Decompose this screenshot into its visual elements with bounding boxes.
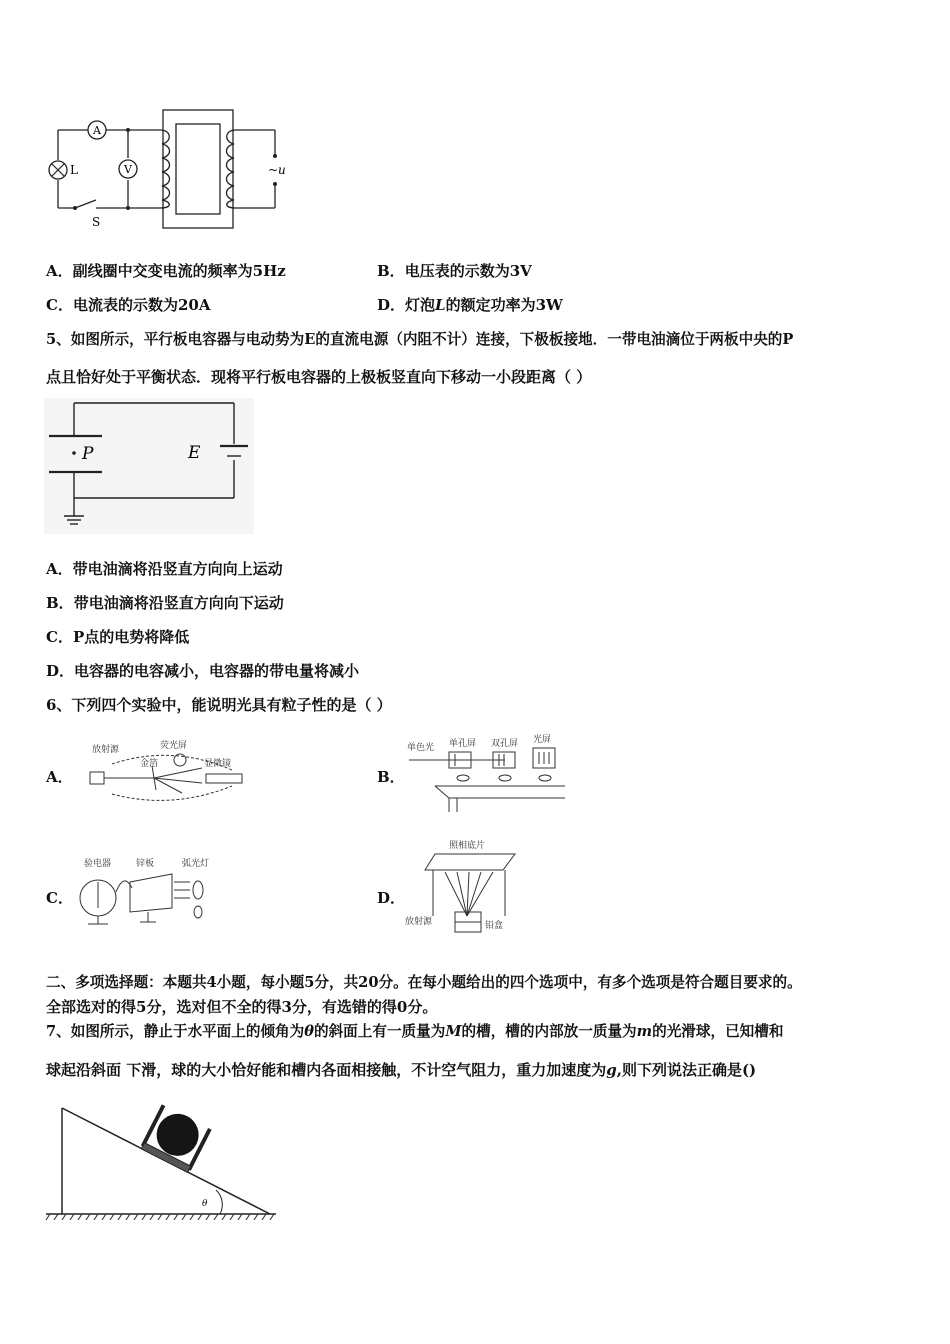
text-run: 的光滑球，已知槽和: [652, 1023, 784, 1040]
switch-label: S: [92, 215, 101, 229]
option-letter: B．: [46, 594, 74, 612]
q7-stem-line1: [46, 1022, 783, 1042]
text-run: 7、如图所示，静止于水平面上的倾角为: [46, 1023, 305, 1040]
option-letter: A．: [46, 560, 73, 578]
option-text: P点的电势将降低: [72, 628, 190, 646]
option-letter: D．: [46, 662, 75, 680]
label-microscope: 显微镜: [204, 759, 232, 769]
incline-figure: [44, 1096, 280, 1224]
option-letter: A．: [46, 262, 73, 280]
label-screen: 光屏: [533, 735, 552, 745]
transformer-circuit-figure: [40, 100, 300, 235]
label-gold-foil: 金箔: [140, 759, 159, 769]
q6-figure-b: [405, 734, 567, 814]
option-variable: L: [435, 296, 446, 314]
q6-option-c-letter[interactable]: C．: [46, 889, 73, 907]
q4-option-c[interactable]: [46, 295, 210, 315]
label-radioactive-source-d: 放射源: [405, 917, 433, 927]
option-letter: D．: [377, 296, 406, 314]
voltmeter-label: V: [124, 163, 132, 176]
section2-heading-line2: 全部选对的得5分，选对但不全的得3分，有选错的得0分。: [46, 998, 438, 1016]
label-single-slit: 单孔屏: [449, 739, 477, 749]
emf-label: E: [188, 443, 201, 463]
q5-stem-line1: 5、如图所示，平行板电容器与电动势为E的直流电源（内阻不计）连接，下极板接地．一带电油滴位于两板中央的P: [46, 331, 794, 348]
q5-option-c[interactable]: [46, 627, 189, 647]
option-text: 带电油滴将沿竖直方向向上运动: [72, 560, 283, 578]
lamp-label: L: [70, 163, 78, 177]
q6-figure-c: [72, 852, 232, 932]
label-electroscope: 验电器: [84, 859, 112, 869]
var-theta: θ: [304, 1023, 314, 1040]
text-run: 球起沿斜面 下滑，球的大小恰好能和槽内各面相接触，不计空气阻力，重力加速度为: [46, 1061, 607, 1079]
angle-label: θ: [202, 1199, 208, 1209]
option-letter: C．: [46, 296, 73, 314]
text-run: 的槽，槽的内部放一质量为: [461, 1023, 637, 1040]
var-M: M: [445, 1023, 462, 1040]
q6-option-b-letter[interactable]: B．: [377, 768, 405, 786]
q6-stem: 6、下列四个实验中，能说明光具有粒子性的是（ ）: [46, 696, 392, 714]
section2-heading-line1: 二、多项选择题：本题共4小题，每小题5分，共20分。在每小题给出的四个选项中，有多个选项是符合题目要求的。: [46, 974, 802, 991]
option-text: 电流表的示数为20A: [72, 296, 211, 314]
point-p-label: P: [82, 444, 94, 464]
label-photo-film: 照相底片: [449, 841, 486, 851]
text-run: ,则下列说法正确是(): [616, 1061, 757, 1079]
capacitor-circuit-figure: [44, 398, 254, 534]
var-m: m: [636, 1023, 653, 1040]
q4-option-a[interactable]: [46, 261, 286, 281]
option-text: 电容器的电容减小，电容器的带电量将减小: [74, 662, 360, 680]
option-letter: C．: [46, 628, 73, 646]
option-text: 灯泡: [405, 296, 436, 314]
label-lead-box: 铅盒: [485, 921, 504, 931]
label-radioactive-source: 放射源: [92, 745, 120, 755]
label-zinc-plate: 锌板: [136, 859, 155, 869]
option-letter: B．: [377, 262, 405, 280]
ammeter-label: A: [93, 124, 101, 137]
q4-option-b[interactable]: [377, 261, 532, 281]
q5-option-a[interactable]: [46, 559, 283, 579]
q6-figure-d: [405, 836, 535, 936]
label-monochromatic-light: 单色光: [407, 743, 435, 753]
q6-option-d-letter[interactable]: D．: [377, 889, 406, 907]
q4-option-d[interactable]: [377, 295, 563, 315]
q5-option-d[interactable]: [46, 661, 359, 681]
option-text: 电压表的示数为3V: [404, 262, 532, 280]
q6-figure-a: [82, 738, 252, 808]
q5-stem-line2: 点且恰好处于平衡状态．现将平行板电容器的上极板竖直向下移动一小段距离（ ）: [46, 368, 592, 386]
q5-option-b[interactable]: [46, 593, 284, 613]
text-run: 的斜面上有一质量为: [313, 1023, 446, 1040]
label-double-slit: 双孔屏: [491, 739, 519, 749]
label-arc-lamp: 弧光灯: [182, 859, 210, 869]
label-fluorescent-screen: 荧光屏: [160, 741, 188, 751]
q6-option-a-letter[interactable]: A．: [46, 768, 73, 786]
source-label: ~u: [268, 163, 286, 177]
option-text: 副线圈中交变电流的频率为5Hz: [72, 262, 286, 280]
option-text: 带电油滴将沿竖直方向向下运动: [73, 594, 284, 612]
q7-stem-line2: [46, 1060, 756, 1080]
option-text: 的额定功率为3W: [445, 296, 563, 314]
var-g: g: [606, 1061, 617, 1079]
